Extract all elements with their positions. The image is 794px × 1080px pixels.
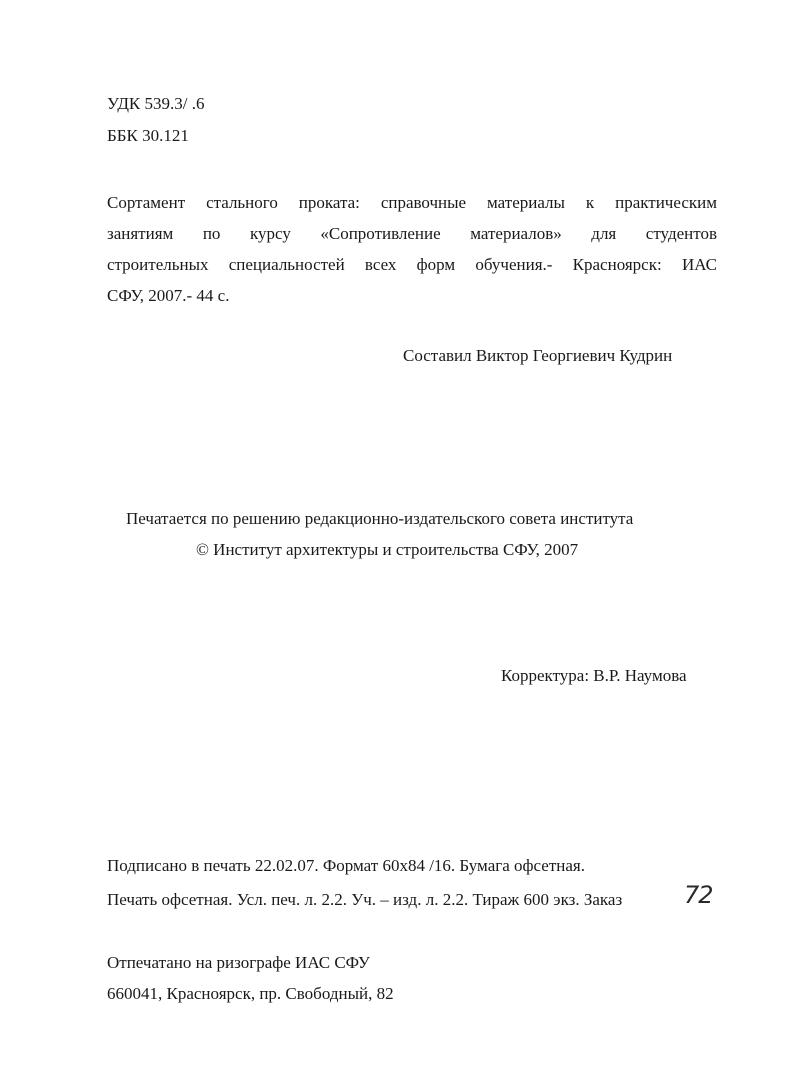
imprint-address: 660041, Красноярск, пр. Свободный, 82	[107, 984, 394, 1003]
udk-code: УДК 539.3/ .6	[107, 94, 205, 113]
compiler-credit: Составил Виктор Георгиевич Кудрин	[403, 346, 673, 365]
annotation-line: Сортамент стального проката: справочные материалы к практическим	[107, 193, 717, 212]
imprint-printed-at: Отпечатано на ризографе ИАС СФУ	[107, 953, 370, 972]
handwritten-order-number: 72	[684, 881, 713, 909]
bbk-code: ББК 30.121	[107, 126, 189, 145]
bibliographic-annotation	[107, 187, 717, 311]
publication-decision: Печатается по решению редакционно-издательского совета института	[126, 509, 634, 528]
imprint-signed: Подписано в печать 22.02.07. Формат 60x84 /16. Бумага офсетная.	[107, 856, 585, 875]
corrector-credit: Корректура: В.Р. Наумова	[501, 666, 687, 685]
annotation-line: занятиям по курсу «Сопротивление материалов» для студентов	[107, 224, 717, 243]
annotation-line: СФУ, 2007.- 44 с.	[107, 286, 230, 305]
annotation-line: строительных специальностей всех форм обучения.- Красноярск: ИАС	[107, 255, 717, 274]
imprint-printing: Печать офсетная. Усл. печ. л. 2.2. Уч. – изд. л. 2.2. Тираж 600 экз. Заказ	[107, 890, 623, 909]
copyright-notice: © Институт архитектуры и строительства СФУ, 2007	[196, 540, 579, 559]
